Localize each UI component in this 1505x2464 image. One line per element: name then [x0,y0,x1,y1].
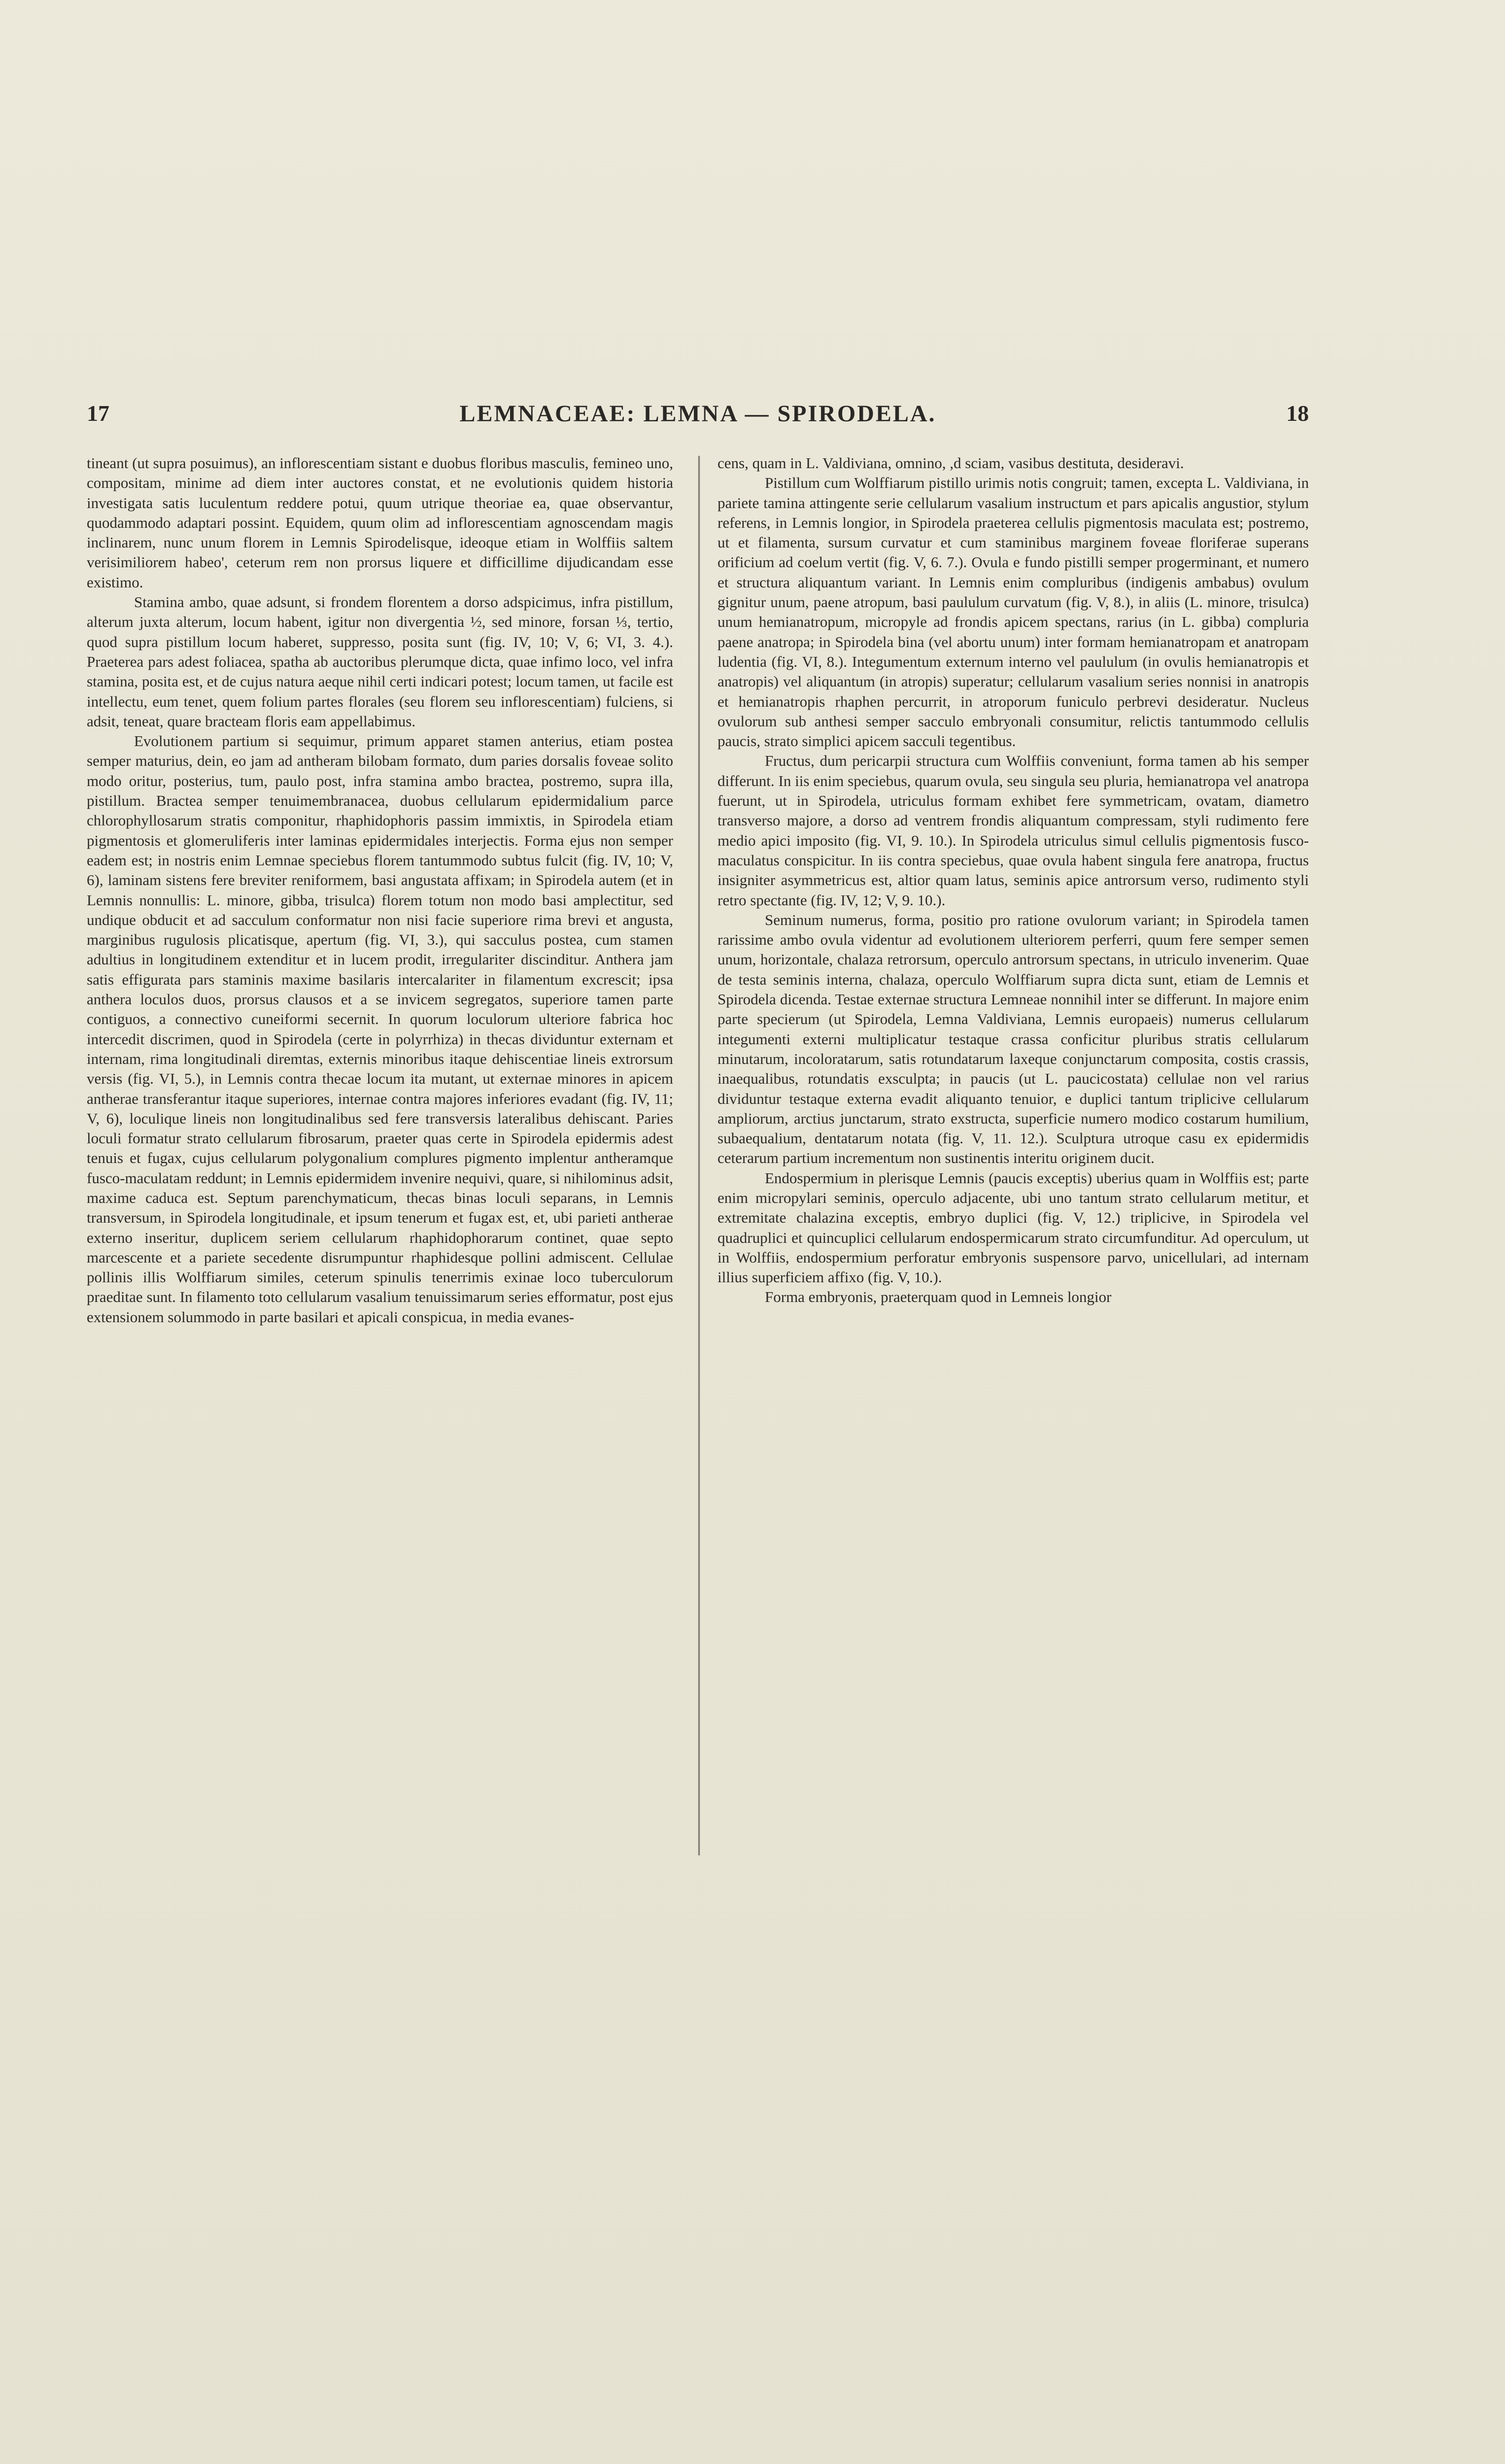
page-header [87,400,1309,440]
page-number-right: 18 [1286,401,1309,426]
right-paragraph: Fructus, dum pericarpii structura cum Wolffiis conveniunt, forma tamen ab his semper differunt. In iis enim speciebus, quarum ovula, seu singula seu pluria, hemianatropa vel anatropa fuerunt, ut in Spirodela, utriculus formam exhibet fere symmetricam, ovatam, diametro transverso majore, a dorso ad ventrem frondis aliquantum compressam, styli rudimento fere medio apici imposito (fig. VI, 9. 10.). In Spirodela utriculus simul cellulis pigmentosis fusco-maculatus conspicitur. In iis contra speciebus, quae ovula habent singula fere anatropa, fructus insigniter asymmetricus est, altior quam latus, seminis apice antrorsum verso, rudimento styli retro spectante (fig. IV, 12; V, 9. 10.). [718,752,1309,909]
left-paragraph: Stamina ambo, quae adsunt, si frondem florentem a dorso adspicimus, infra pistillum, alterum juxta alterum, locum habent, igitur non divergentia ½, sed minore, forsan ⅓, tertio, quod supra pistillum locum haberet, suppresso, posita sunt (fig. IV, 10; V, 6; VI, 3. 4.). Praeterea pars adest foliacea, spatha ab auctoribus plerumque dicta, quae infimo loco, vel infra stamina, posita est, et de cujus natura aeque nihil certi indicari potest; locum tamen, ut facile est intellectu, eum tenet, quem folium partes florales (seu florem seu inflorescentiam) fulciens, si adsit, teneat, quare bracteam floris eam appellabimus. [87,593,673,730]
left-paragraph: Evolutionem partium si sequimur, primum apparet stamen anterius, etiam postea semper maturius, dein, eo jam ad antheram bilobam formato, dum paries dorsalis foveae solito modo oritur, posterius, tum, paulo post, infra stamina ambo bractea, postremo, supra illa, pistillum. Bractea semper tenuimembranacea, duobus cellularum epidermidalium parce chlorophyllosarum stratis componitur, rhaphidophoris passim immixtis, in Spirodela etiam pigmentosis et glomeruliferis inter laminas epidermidales interjectis. Forma ejus non semper eadem est; in nostris enim Lemnae speciebus florem tantummodo subtus fulcit (fig. IV, 10; V, 6), laminam sistens fere breviter reniformem, basi angustata affixam; in Spirodela autem (et in Lemnis nonnullis: L. minore, gibba, trisulca) florem totum non modo basi amplectitur, sed undique obducit et ad sacculum conformatur non nisi facie superiore rima brevi et angusta, marginibus rugulosis plicatisque, apertum (fig. VI, 3.), qui sacculus postea, cum stamen adultius in longitudinem extenditur et in lucem prodit, irregulariter discinditur. Anthera jam satis effigurata pars staminis maxime basilaris intercalariter in filamentum excrescit; ipsa anthera loculos duos, prorsus clausos et a se invicem segregatos, superiore tamen parte contiguos, a connectivo cuneiformi secernit. In quorum loculorum ulteriore fabrica hoc intercedit discrimen, quod in Spirodela (certe in polyrrhiza) in thecas dividuntur externam et internam, rima longitudinali diremtas, externis minoribus itaque dehiscentiae lineis extrorsum versis (fig. VI, 5.), in Lemnis contra thecae locum ita mutant, ut externae minores in apicem antherae transferantur itaque superiores, internae contra majores inferiores evadant (fig. IV, 11; V, 6), loculique lineis non longitudinalibus sed fere transversis lateralibus dehiscant. Paries loculi formatur strato cellularum fibrosarum, praeter quas certe in Spirodela epidermis adest tenuis et fugax, cujus cellularum polygonalium complures pigmento implentur antheramque fusco-maculatam reddunt; in Lemnis epidermidem invenire nequivi, quare, si nihilominus adsit, maxime caduca est. Septum parenchymaticum, thecas binas loculi separans, in Lemnis transversum, in Spirodela longitudinale, et ipsum tenerum et fugax est, et, ubi parieti antherae externo inseritur, duplicem seriem cellularum rhaphidophorarum continet, quae septo marcescente et a pariete secedente disrumpuntur rhaphidesque pollini admiscent. Cellulae pollinis illis Wolffiarum similes, ceterum spinulis tenerrimis exinae loco tuberculorum praeditae sunt. In filamento toto cellularum vasalium tenuissimarum series efformatur, post ejus extensionem solummodo in parte basilari et apicali conspicua, in media evanes- [87,732,673,1326]
running-title: LEMNACEAE: LEMNA — SPIRODELA. [459,401,936,427]
right-paragraph: Seminum numerus, forma, positio pro ratione ovulorum variant; in Spirodela tamen rarissime ambo ovula videntur ad evolutionem ulteriorem perferri, quum fere semper semen unum, horizontale, chalaza retrorsum, operculo antrorsum spectans, in utriculo invenerim. Quae de testa seminis interna, chalaza, operculo Wolffiarum supra dicta sunt, etiam de Lemnis et Spirodela dicenda. Testae externae structura Lemneae nonnihil inter se differunt. In majore enim parte specierum (ut Spirodela, Lemna Valdiviana, Lemnis europaeis) numerus cellularum integumenti externi multiplicatur testaque crassa conficitur pluribus stratis cellularum minutarum, incoloratarum, satis rotundatarum laxeque conjunctarum composita, costis crassis, inaequalibus, rotundatis exsculpta; in paucis (ut L. paucicostata) cellulae non vel rarius dividuntur testaque externa evadit aliquanto tenuior, e duplici tantum triplicive cellularum ampliorum, arctius junctarum, strato exstructa, superficie numero modico costarum humilium, subaequalium, dentatarum notata (fig. V, 11. 12.). Sculptura utroque casu ex epidermidis ceterarum partium incrementum non sustinentis interitu originem ducit. [718,911,1309,1167]
right-column [718,453,1309,1307]
right-paragraph: Forma embryonis, praeterquam quod in Lemneis longior [765,1288,1112,1306]
right-paragraph: Pistillum cum Wolffiarum pistillo urimis notis congruit; tamen, excepta L. Valdiviana, in pariete tamina attingente serie cellularum vasalium instructum et pars apicalis angustior, stylum referens, in Lemnis longior, in Spirodela praeterea cellulis pigmentosis maculata est; postremo, ut et filamenta, sursum curvatur et cum staminibus marginem foveae floriferae superans orificium ad coelum vertit (fig. V, 6. 7.). Ovula e fundo pistilli semper progerminant, et numero et structura aliquantum variant. In Lemnis enim compluribus (indigenis ambabus) ovulum gignitur unum, paene atropum, basi paululum curvatum (fig. V, 8.), in aliis (L. minore, trisulca) unum hemianatropum, micropyle ad frondis apicem spectans, rarius (in L. gibba) compluria paene anatropa; in Spirodela bina (vel abortu unum) inter formam hemianatropam et anatropam ludentia (fig. VI, 8.). Integumentum externum interno vel paululum (in ovulis hemianatropis et anatropis) vel aliquantum (in atropis) superatur; cellularum vasalium series nonnisi in anatropis et hemianatropis rhaphen percurrit, in atroporum funiculo perbrevi desideratur. Nucleus ovulorum sub anthesi semper sacculo embryonali consumitur, relictis tantummodo cellulis paucis, strato simplici apicem sacculi tegentibus. [718,474,1309,750]
left-paragraph: tineant (ut supra posuimus), an inflorescentiam sistant e duobus floribus masculis, femineo uno, compositam, minime ad diem inter auctores constat, et ne evolutionis quidem historia investigata satis luculentum reddere potui, quum utrique theoriae ea, quae observantur, quodammodo adaptari possint. Equidem, quum olim ad inflorescentiam agnoscendam magis inclinarem, nunc unum florem in Lemnis Spirodelisque, ideoque etiam in Wolffiis saltem verisimiliorem habeo', ceterum rem non prorsus liquere et difficillime dijudicandam esse existimo. [87,454,673,591]
page-number-left: 17 [87,401,109,426]
column-divider [698,456,700,1855]
right-paragraph: Endospermium in plerisque Lemnis (paucis exceptis) uberius quam in Wolffiis est; parte enim micropylari seminis, operculo adjacente, ubi uno tantum strato cellularum metitur, et extremitate chalazina exceptis, embryo duplici (fig. V, 12.) triplicive, in Spirodela vel quadruplici et quincuplici cellularum endospermicarum strato circumfunditur. Ad operculum, ut in Wolffiis, endospermium perforatur embryonis suspensore parvo, unicellulari, ad internam illius superficiem affixo (fig. V, 10.). [718,1169,1309,1286]
left-column [87,453,673,1327]
right-paragraph: cens, quam in L. Valdiviana, omnino, ,d sciam, vasibus destituta, desideravi. [718,454,1184,472]
